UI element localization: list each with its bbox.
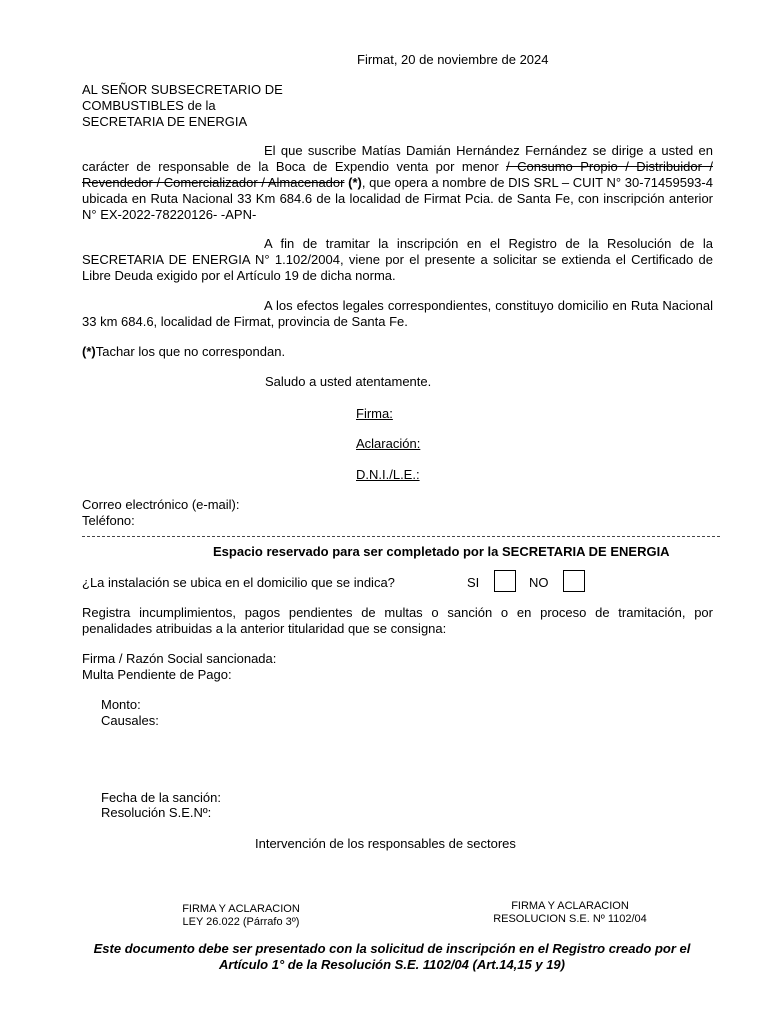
footer-line-1: Este documento debe ser presentado con la solicitud de inscripción en el Registro creado por el [93,941,691,956]
signature-left-law: LEY 26.022 (Párrafo 3º) [182,916,300,928]
paragraph-request-text-b: , que opera a nombre de DIS SRL – CUIT N° 30-71459593-4 ubicada en Ruta Nacional 33 Km 684.6 de la localidad de Firmat Pcia. de Santa Fe, con inscripción anterior N° EX-2022-78220126- -APN- [82,175,713,222]
signature-right-title: FIRMA Y ACLARACION [511,900,629,912]
asterisk-mark: (*) [344,175,362,190]
resolution-number-label: Resolución S.E.Nº: [101,805,212,820]
sanction-date-label: Fecha de la sanción: [101,790,221,805]
signature-label: Firma: [356,406,393,421]
yes-checkbox[interactable] [494,570,516,592]
signature-left-title: FIRMA Y ACLARACION [182,903,300,915]
date-line: Firmat, 20 de noviembre de 2024 [357,52,549,67]
strike-note [82,344,285,360]
paragraph-request-text-a: El que suscribe Matías Damián Hernández Fernández se dirige a usted en carácter de responsable de la Boca de Expendio venta por menor [82,143,713,174]
paragraph-purpose-text: A fin de tramitar la inscripción en el Registro de la Resolución de la SECRETARIA DE ENERGIA N° 1.102/2004, viene por el presente a solicitar se extienda el Certificado de Libre Deuda exigido por el Artículo 19 de dicha norma. [82,236,713,283]
note-text: Tachar los que no correspondan. [95,344,286,359]
addressee-line-1: AL SEÑOR SUBSECRETARIO DE [82,82,283,97]
paragraph-purpose [82,236,713,284]
footer-note [82,941,702,973]
phone-label: Teléfono: [82,513,135,528]
addressee-line-3: SECRETARIA DE ENERGIA [82,114,248,129]
paragraph-domicile-text: A los efectos legales correspondientes, constituyo domicilio en Ruta Nacional 33 km 684.6, localidad de Firmat, provincia de Santa Fe. [82,298,713,329]
note-mark: (*) [82,344,96,359]
reserved-section-heading: Espacio reservado para ser completado por la SECRETARIA DE ENERGIA [213,544,670,559]
closing-salutation: Saludo a usted atentamente. [265,374,432,389]
signature-block-left [151,903,331,929]
email-label: Correo electrónico (e-mail): [82,497,240,512]
paragraph-request [82,143,713,223]
clarification-label: Aclaración: [356,436,421,451]
no-checkbox[interactable] [563,570,585,592]
addressee [82,82,283,130]
sanctioned-company-label: Firma / Razón Social sancionada: [82,651,277,666]
sector-intervention-label: Intervención de los responsables de sectores [255,836,516,851]
footer-line-2: Artículo 1° de la Resolución S.E. 1102/04 (Art.14,15 y 19) [219,957,565,972]
paragraph-domicile [82,298,713,330]
struck-options: / Consumo Propio / Distribuidor / Revendedor / Comercializador / Almacenador [82,159,713,190]
id-number-label: D.N.I./L.E.: [356,467,420,482]
signature-right-resolution: RESOLUCION S.E. Nº 1102/04 [493,913,647,925]
causes-label: Causales: [101,713,159,728]
amount-label: Monto: [101,697,141,712]
section-divider [82,536,720,537]
addressee-line-2: COMBUSTIBLES de la [82,98,216,113]
location-question: ¿La instalación se ubica en el domicilio que se indica? [82,575,395,590]
signature-block-right [470,900,670,926]
yes-label: SI [467,575,480,590]
pending-fine-label: Multa Pendiente de Pago: [82,667,232,682]
violations-question: Registra incumplimientos, pagos pendientes de multas o sanción o en proceso de tramitación, por penalidades atribuidas a la anterior titularidad que se consigna: [82,605,713,636]
no-label: NO [529,575,549,590]
